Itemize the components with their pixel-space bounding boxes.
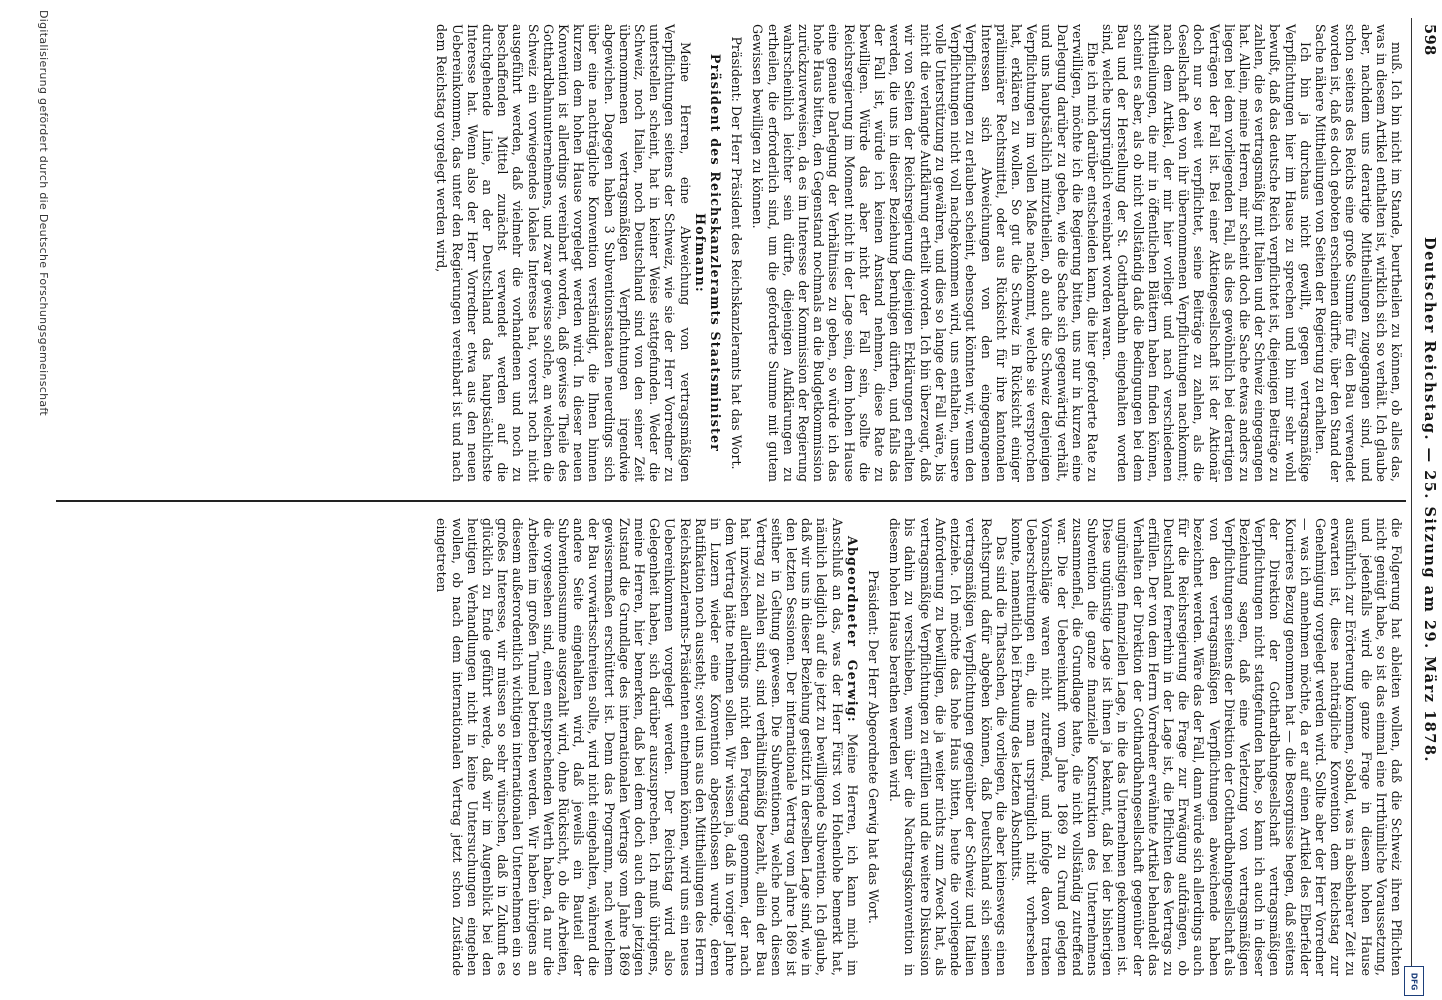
dfg-logo-icon — [1404, 966, 1424, 996]
rotated-newspaper-page — [37, 10, 1442, 982]
digitization-credit: Digitalisierung gefördert durch die Deutsche Forschungsgemeinschaft — [37, 10, 50, 417]
speaker-name: Präsident des Reichskanzleramts Staatsminister Hofmann: — [692, 53, 724, 453]
header-rule — [1411, 18, 1412, 982]
paragraph: Ich bin ja durchaus nicht gewillt, gegen vertragsmäßige Verpflichtungen hier im Hause zu sprechen und bin mir sehr wohl bewußt, daß das deutsche Reich verpflichtet ist, diejenigen Beiträge zu zahlen, die es vertragsmäßig mit Italien und der Schweiz eingegangen hat. Allein, meine Herren, mir scheint doch die Sache etwas anders zu liegen bei dem vorliegenden Fall, als dies gewöhnlich bei derartigen Verträgen der Fall ist. Bei einer Aktiengesellschaft ist der Aktionär doch nur so weit verpflichtet, seine Beiträge zu zahlen, als die Gesellschaft den von ihr übernommenen Verpflichtungen nachkommt; nach dem Artikel, der mir hier vorliegt und nach verschiedenen Mittheilungen, die mir in öffentlichen Blättern haben finden können, scheint es aber, als ob nicht vollständig daß die Bedingungen bei dem Bau und der Herstellung der St. Gotthardbahn eingehalten worden sind, welche ursprünglich vereinbart worden waren. — [1100, 24, 1313, 482]
paragraph-text: Meine Herren, ich kann mich im Anschluß an das, was der Herr Fürst von Hohenlohe bemerkt hat, nämlich lediglich auf die jetzt zu bewilligende Subvention. Ich glaube, daß wir uns in dieser Beziehung gestützt in derselben Lage sind, wie in den letzten Sessionen. Der internationale Vertrag vom Jahre 1869 ist seither in Geltung gewesen. Die Subventionen, welche noch diesen Vertrag zu zahlen sind, sind verhältnißmäßig bezahlt, allein der Bau hat inzwischen allerdings nicht den Fortgang genommen, der nach dem Vertrag hätte nehmen sollen. Wir wissen ja, daß in voriger Jahre in Luzern wieder eine Konvention abgeschlossen wurde, deren Ratifikation noch aussteht; soviel uns aus den Mittheilungen des Herrn Reichskanzleramts-Präsidenten entnehmen können, wird uns ein neues Uebereinkommen vorgelegt werden. Der Reichstag wird also Gelegenheit haben, sich darüber auszusprechen. Ich muß übrigens, meine Herren, hier bemerken, daß bei dem doch auch dem jetzigen Zustand die Grundlage des internationalen Vertrags vom Jahre 1869 gewissermaßen erschüttert ist. Denn das Programm, nach welchem der Bau vorwärtsschreiten sollte, wird nicht eingehalten, während die andere Seite eingehalten wird, daß jeweils ein Bauteil der Subventionssumme ausgezahlt wird, ohne Rücksicht, ob die Arbeiten, die vorgesehen sind, einen entsprechenden Werth haben, da nur die Arbeiten im großen Tunnel betrieben werden. Wir haben übrigens an diesem außerordentlich wichtigen internationalen Unternehmen ein so großes Interesse, wir müssen so sehr wünschen, daß in Zukunft es glücklich zu Ende geführt werde, daß wir im Augenblick bei den heutigen Verhandlungen nicht in keine Untersuchungen eingehen wollen, ob nach dem internationalen Vertrag jetzt schon Zustände eingetreten — [434, 518, 860, 976]
paragraph: Meine Herren, eine Abweichung von vertragsmäßigen Verpflichtungen seitens der Schweiz, wie sie der Herr Vorredner zu unterstellen scheint, hat in keiner Weise stattgefunden. Weder die Schweiz, noch Italien, noch Deutschland sind von den seiner Zeit übernommenen vertragsmäßigen Verpflichtungen irgendwie abgewichen. Dagegen haben 3 Subventionsstaaten neuerdings sich über eine nachträgliche Konvention verständigt, die Ihnen binnen kurzem dem hohen Hause vorgelegt werden wird. In dieser neuen Konvention ist allerdings vereinbart worden, daß gewisse Theile des Gotthardbahnunternehmens, und zwar gewisse solche, an welchen die Schweiz ein vorwiegendes lokales Interesse hat, vorerst noch nicht ausgeführt werden, daß vielmehr die vorhandenen und noch zu beschaffenden Mittel zunächst verwendet werden auf die durchgehende Linie, an der Deutschland das hauptsächlichste Interesse hat. Wenn also der Herr Vorredner etwa aus den neuen Uebereinkommen, das unter den Regierungen vereinbart ist und nach dem Reichstag vorgelegt werden wird, — [434, 24, 693, 482]
president-line: Präsident: Der Herr Präsident des Reichskanzleramts hat das Wort. — [729, 36, 745, 470]
dfg-logo-text: DFG — [1409, 972, 1419, 990]
speaker-paragraph — [434, 518, 860, 976]
page-header — [1414, 18, 1442, 982]
page-number: 598 — [1421, 24, 1438, 56]
left-column — [54, 24, 1404, 482]
president-line: Präsident: Der Herr Abgeordnete Gerwig hat das Wort. — [866, 570, 882, 924]
page-title: Deutscher Reichstag. — 25. Sitzung am 29. März 1878. — [1421, 237, 1438, 763]
column-divider — [56, 500, 1406, 502]
right-column — [54, 518, 1404, 976]
speaker-name: Abgeordneter Gerwig: — [844, 536, 860, 723]
paragraph: muß. Ich bin nicht im Stande, beurtheilen zu können, ob alles das, was in diesem Artikel enthalten ist, wirklich sich so verhält. Ich glaube aber, nachdem uns derartige Mittheilungen zugegangen sind, und schon seitens des Reichs eine große Summe für den Bau verwendet worden ist, daß es doch geboten erscheinen dürfte, über den Stand der Sache nähere Mittheilungen von Seiten der Regierung zu erhalten. — [1312, 24, 1404, 482]
paragraph: die Folgerung hat ableiten wollen, daß die Schweiz ihren Pflichten nicht genügt habe, so ist das einmal eine Irrthümliche Voraussetzung, und jedenfalls wird die ganze Frage in diesem hohen Hause ausführlich zur Erörterung kommen, sobald, was in absehbarer Zeit zu erwarten ist, diese nachträgliche Konvention dem Reichstag zur Genehmigung vorgelegt werden wird. Sollte aber der Herr Vorredner — was ich annehmen möchte, da er auf einen Artikel des Elberfelder Kourieres Bezug genommen hat — die Besorgnisse hegen, daß seitens der Direktion der Gotthardbahngesellschaft vertragsmäßigen Verpflichtungen nicht stattgefunden habe, so kann ich auch in dieser Beziehung sagen, daß eine Verletzung von vertragsmäßigen Verpflichtungen seitens der Direktion der Gotthardbahngesellschaft als von den vertragsmäßigen Verpflichtungen abweichende haben bezeichnet werden. Wäre das der Fall, dann würde sich allerdings auch für die Reichsregierung die Frage zur Erwägung aufdrängen, ob Deutschland fernerhin in der Lage ist, die Pflichten des Vertrags zu erfüllen. Der von dem Herrn Vorredner erwähnte Artikel behandelt das Verhalten der Direktion der Gotthardbahngesellschaft gegenüber der ungünstigen finanziellen Lage, in die das Unternehmen gekommen ist. Diese ungünstige Lage ist ihnen ja bekannt, daß bei der bisherigen Subvention die ganze finanzielle Konstruktion des Unternehmens zusammenfiel, die Grundlage hatte, die nicht vollständig zutreffend war. Die der Uebereinkunft vom Jahre 1869 zu Grund gelegten Voranschläge waren nicht zutreffend, und infolge davon traten Ueberschreitungen ein, die man ursprünglich nicht vorhersehen konnte, namentlich bei Erbauung des letzten Abschnitts. — [1008, 518, 1404, 976]
paragraph: Das sind die Thatsachen, die vorliegen, die aber keineswegs einen Rechtsgrund dafür abgeben können, daß Deutschland sich seinen vertragsmäßigen Verpflichtungen gegenüber der Schweiz und Italien entziehe. Ich möchte das hohe Haus bitten, heute die vorliegende Anforderung zu bewilligen, die ja weiter nichts zum Zweck hat, als vertragsmäßige Verpflichtungen zu erfüllen und die weitere Diskussion bis dahin zu verschieben, wenn über die Nachtragskonvention in diesem hohen Hause berathen werden wird. — [887, 518, 1009, 976]
paragraph: Ehe ich mich darüber entscheiden kann, die hier geforderte Rate zu verwilligen, möchte ich die Regierung bitten, uns nur in kurzen eine Darlegung darüber zu geben, wie die Sache sich gegenwärtig verhält, und uns hauptsächlich mitzutheilen, ob auch die Schweiz denjenigen Verpflichtungen im vollen Maße nachkommt, welche sie versprochen hat, erklären zu wollen. So gut die Schweiz in Rücksicht einiger präliminärer Rechtsmittel, oder aus Rücksicht für ihre kantonalen Interessen sich Abweichungen von den eingegangenen Verpflichtungen zu erlauben scheint, ebensogut könnten wir, wenn den Verpflichtungen nicht voll nachgekommen wird, uns enthalten, unsere volle Unterstützung zu gewähren, und dies so lange der Fall wäre, bis nicht die verlangte Aufklärung ertheilt worden. Ich bin überzeugt, daß wir von Seiten der Reichsregierung diejenigen Erklärungen erhalten werden, die uns in dieser Beziehung beruhigen dürften, und falls das der Fall ist, würde ich keinen Anstand nehmen, diese Rate zu bewilligen. Würde das aber nicht der Fall sein, sollte die Reichsregierung im Moment nicht in der Lage sein, dem hohen Hause eine genaue Darlegung der Verhältnisse zu geben, so würde ich das hohe Haus bitten, den Gegenstand nochmals an die Budgetkommission zurückzuverweisen, da es im Interesse der Kommission der Regierung wahrscheinlich leichter sein dürfte, diejenigen Aufklärungen zu ertheilen, die erforderlich sind, um die geforderte Summe mit gutem Gewissen bewilligen zu können. — [750, 24, 1100, 482]
speaker-intro — [693, 24, 723, 482]
